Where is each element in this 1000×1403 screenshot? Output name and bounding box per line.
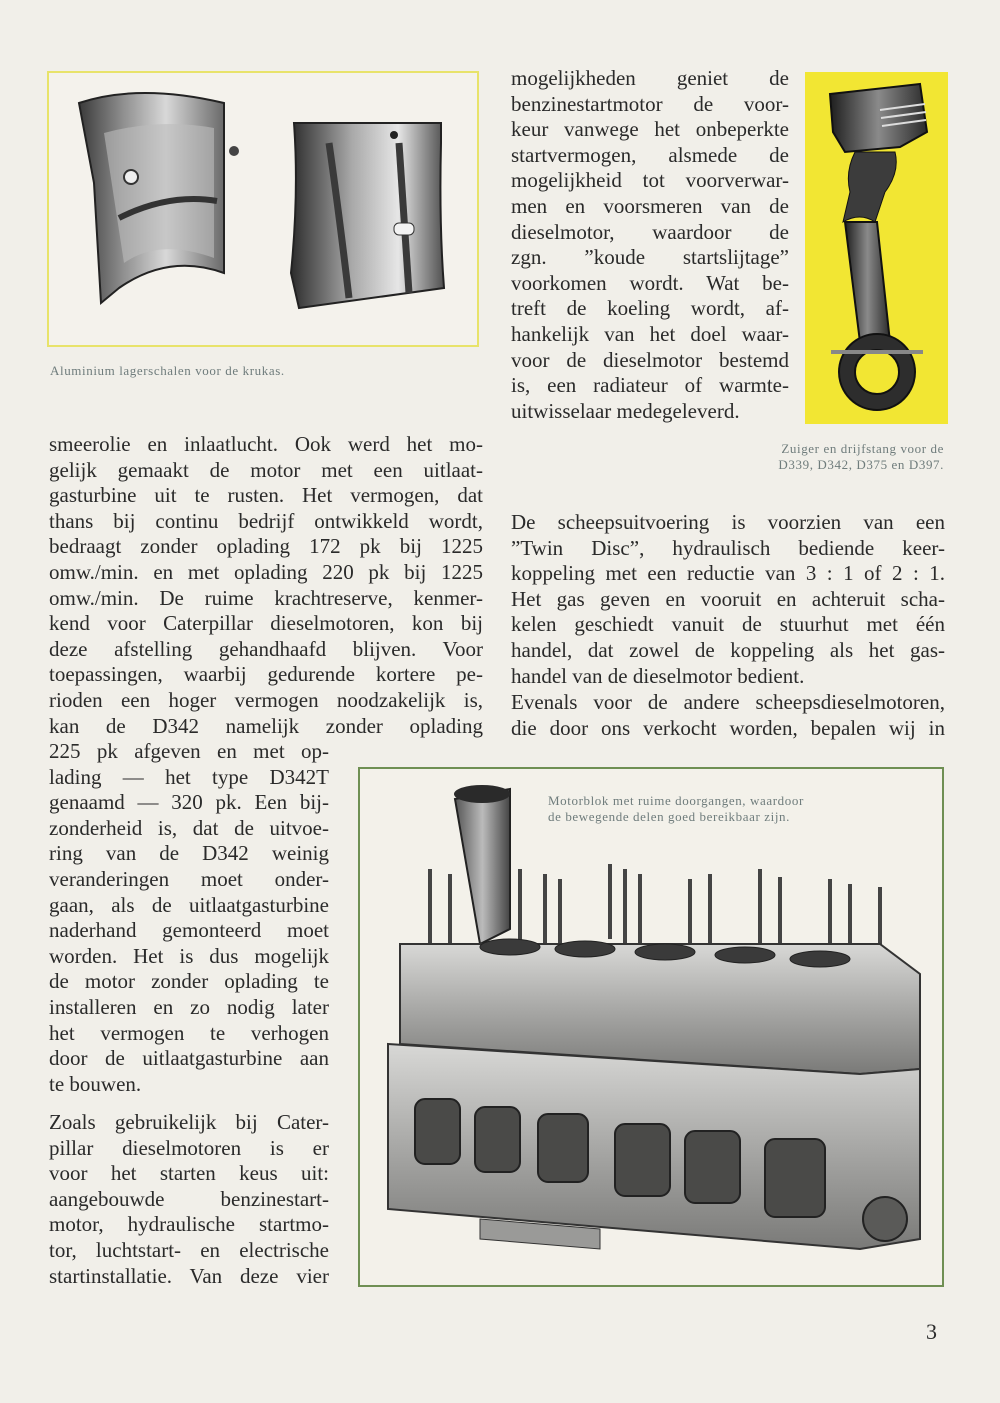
text-line: door de uitlaatgasturbine aan xyxy=(49,1046,329,1071)
bearing-shells-figure xyxy=(47,71,479,347)
text-line: handel van de dieselmotor bedient. xyxy=(511,663,805,688)
text-line: kend voor Caterpillar dieselmotoren, kon bij xyxy=(49,611,483,636)
text-line: voorkomen wordt. Wat be- xyxy=(511,270,789,295)
text-left-main xyxy=(49,432,483,739)
text-top-right xyxy=(511,66,789,424)
text-line: ”Twin Disc”, hydraulisch bediende keer- xyxy=(511,535,945,560)
text-line: Evenals voor de andere scheepsdieselmotoren, xyxy=(511,690,945,714)
text-line: voor het starten keus uit: xyxy=(49,1161,329,1186)
text-line: zonderheid is, dat de uitvoe- xyxy=(49,815,329,840)
text-line: het vermogen te verhogen xyxy=(49,1020,329,1045)
caption-line: Motorblok met ruime doorgangen, waardoor xyxy=(548,793,804,808)
text-line: kan de D342 namelijk zonder oplading xyxy=(49,713,483,738)
text-line: zgn. ”koude startslijtage” xyxy=(511,245,789,270)
text-line: startinstallatie. Van deze vier xyxy=(49,1263,329,1288)
text-line: benzinestartmotor de voor- xyxy=(511,91,789,116)
text-line: is, een radiateur of warmte- xyxy=(511,373,789,398)
text-line: motor, hydraulische startmo- xyxy=(49,1212,329,1237)
text-line: te bouwen. xyxy=(49,1071,142,1096)
engine-block-image xyxy=(360,769,942,1285)
text-line: dieselmotor, waardoor de xyxy=(511,219,789,244)
text-line: deze afstelling gehandhaafd blijven. Voor xyxy=(49,636,483,661)
text-line: rioden een hoger vermogen noodzakelijk is, xyxy=(49,687,483,712)
text-line: mogelijkheid tot voorverwar- xyxy=(511,168,789,193)
text-line: aangebouwde benzinestart- xyxy=(49,1186,329,1211)
text-line: kelen geschiedt vanuit de stuurhut met één xyxy=(511,612,945,637)
text-line: De scheepsuitvoering is voorzien van een xyxy=(511,510,945,534)
piston-rod-caption xyxy=(690,441,944,473)
text-line: gaan, als de uitlaatgasturbine xyxy=(49,892,329,917)
text-right-main xyxy=(511,510,945,689)
text-line: omw./min. en met oplading 220 pk bij 1225 xyxy=(49,559,483,584)
text-left-narrow xyxy=(49,739,329,1097)
text-line: lading — het type D342T xyxy=(49,764,329,789)
piston-rod-figure xyxy=(805,72,948,424)
text-line: Zoals gebruikelijk bij Cater- xyxy=(49,1110,329,1134)
text-line: bedraagt zonder oplading 172 pk bij 1225 xyxy=(49,534,483,559)
text-line: veranderingen moet onder- xyxy=(49,866,329,891)
text-line: treft de koeling wordt, af- xyxy=(511,296,789,321)
engine-block-figure xyxy=(358,767,944,1287)
text-line: men en voorsmeren van de xyxy=(511,193,789,218)
bearing-shells-caption: Aluminium lagerschalen voor de krukas. xyxy=(50,363,285,378)
page-number: 3 xyxy=(926,1319,937,1344)
caption-line: Zuiger en drijfstang voor de xyxy=(781,441,944,456)
caption-line: de bewegende delen goed bereikbaar zijn. xyxy=(548,809,791,824)
text-line: omw./min. De ruime krachtreserve, kenmer- xyxy=(49,585,483,610)
text-right-main-2 xyxy=(511,690,945,741)
text-line: tor, luchtstart- en electrische xyxy=(49,1237,329,1262)
text-line: keur vanwege het onbeperkte xyxy=(511,117,789,142)
text-line: de motor zonder oplading te xyxy=(49,969,329,994)
piston-rod-image xyxy=(805,72,948,424)
text-line: installeren en zo nodig later xyxy=(49,994,329,1019)
text-line: die door ons verkocht worden, bepalen wij in xyxy=(511,715,945,740)
text-line: uitwisselaar medegeleverd. xyxy=(511,398,740,423)
text-line: startvermogen, alsmede de xyxy=(511,142,789,167)
text-line: 225 pk afgeven en met op- xyxy=(49,739,329,763)
text-line: ring van de D342 weinig xyxy=(49,841,329,866)
text-line: genaamd — 320 pk. Een bij- xyxy=(49,790,329,815)
caption-line: D339, D342, D375 en D397. xyxy=(778,457,944,472)
text-line: thans bij continu bedrijf ontwikkeld wordt, xyxy=(49,508,483,533)
text-line: naderhand gemonteerd moet xyxy=(49,918,329,943)
text-line: handel, dat zowel de koppeling als het gas- xyxy=(511,637,945,662)
text-line: hankelijk van het doel waar- xyxy=(511,321,789,346)
text-line: worden. Het is dus mogelijk xyxy=(49,943,329,968)
text-line: mogelijkheden geniet de xyxy=(511,66,789,90)
bearing-shells-image xyxy=(49,73,477,345)
text-line: gelijk gemaakt de motor met een uitlaat- xyxy=(49,457,483,482)
text-line: Het gas geven en vooruit en achteruit scha- xyxy=(511,586,945,611)
text-line: pillar dieselmotoren is er xyxy=(49,1135,329,1160)
text-line: voor de dieselmotor bestemd xyxy=(511,347,789,372)
text-line: koppeling met een reductie van 3 : 1 of 2 : 1. xyxy=(511,561,945,586)
text-left-bottom xyxy=(49,1110,329,1289)
text-line: gasturbine uit te rusten. Het vermogen, dat xyxy=(49,483,483,508)
text-line: toepassingen, waarbij gedurende kortere pe- xyxy=(49,662,483,687)
text-line: smeerolie en inlaatlucht. Ook werd het mo- xyxy=(49,432,483,456)
